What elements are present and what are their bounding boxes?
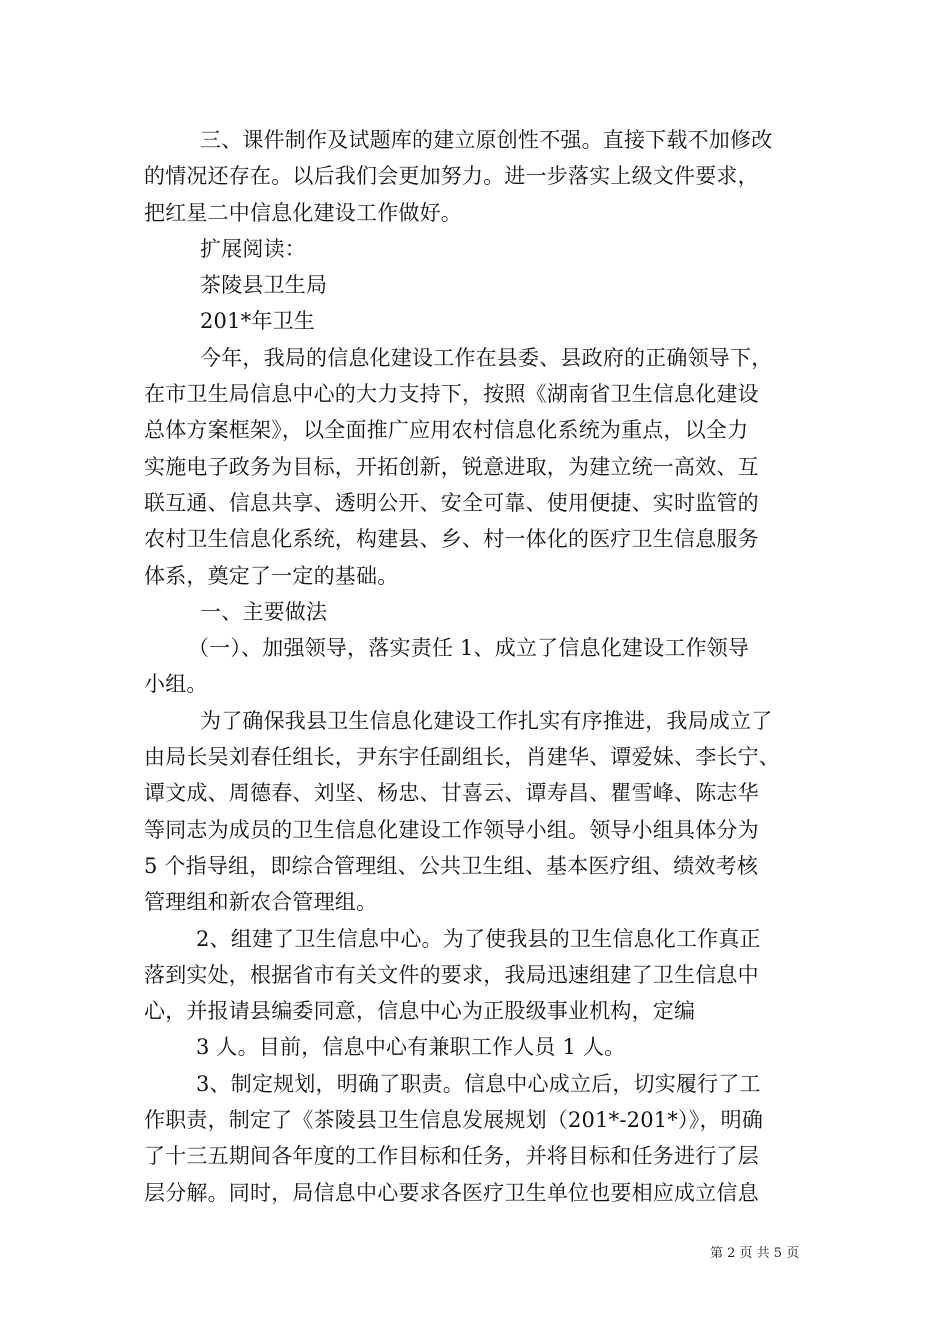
section-heading: 一、主要做法 <box>200 599 328 624</box>
text-line: 3、制定规划，明确了职责。信息中心成立后，切实履行了工 <box>196 1071 761 1096</box>
text-line: 5 个指导组，即综合管理组、公共卫生组、基本医疗组、绩效考核 <box>144 853 759 878</box>
text-line: 由局长吴刘春任组长，尹东宇任副组长，肖建华、谭爱妹、李长宁、 <box>144 745 780 770</box>
text-line: 今年，我局的信息化建设工作在县委、县政府的正确领导下， <box>200 345 773 370</box>
text-line: 谭文成、周德春、刘坚、杨忠、甘喜云、谭寿昌、瞿雪峰、陈志华 <box>144 781 759 806</box>
text-line: 为了确保我县卫生信息化建设工作扎实有序推进，我局成立了 <box>200 708 773 733</box>
text-line: 在市卫生局信息中心的大力支持下，按照《湖南省卫生信息化建设 <box>144 382 759 407</box>
text-line: 体系，奠定了一定的基础。 <box>144 563 399 588</box>
text-line: 层分解。同时，局信息中心要求各医疗卫生单位也要相应成立信息 <box>144 1180 759 1205</box>
text-line: 心，并报请县编委同意，信息中心为正股级事业机构，定编 <box>144 999 696 1024</box>
text-line: 小组。 <box>144 672 208 697</box>
text-line: 实施电子政务为目标，开拓创新，锐意进取，为建立统一高效、互 <box>144 454 759 479</box>
text-line: （一）、加强领导，落实责任 1、成立了信息化建设工作领导 <box>188 636 750 661</box>
text-line: 的情况还存在。以后我们会更加努力。进一步落实上级文件要求， <box>144 164 759 189</box>
text-line: 201*年卫生 <box>200 309 315 334</box>
text-line: 联互通、信息共享、透明公开、安全可靠、使用便捷、实时监管的 <box>144 490 759 515</box>
text-line: 扩展阅读： <box>200 236 306 261</box>
text-line: 把红星二中信息化建设工作做好。 <box>144 200 462 225</box>
text-line: 总体方案框架》，以全面推广应用农村信息化系统为重点，以全力 <box>144 418 749 443</box>
text-line: 落到实处，根据省市有关文件的要求，我局迅速组建了卫生信息中 <box>144 962 759 987</box>
text-line: 三、课件制作及试题库的建立原创性不强。直接下载不加修改 <box>200 128 773 152</box>
text-line: 茶陵县卫生局 <box>200 273 328 298</box>
text-line: 农村卫生信息化系统，构建县、乡、村一体化的医疗卫生信息服务 <box>144 527 759 552</box>
text-line: 了十三五期间各年度的工作目标和任务，并将目标和任务进行了层 <box>144 1144 759 1169</box>
page-number: 第 2 页 共 5 页 <box>710 1246 800 1261</box>
text-line: 3 人。目前，信息中心有兼职工作人员 1 人。 <box>196 1035 626 1060</box>
document-body <box>144 122 824 1211</box>
text-line: 管理组和新农合管理组。 <box>144 890 378 915</box>
text-line: 作职责，制定了《茶陵县卫生信息发展规划（201*-201*）》，明确 <box>144 1108 764 1133</box>
text-line: 2、组建了卫生信息中心。为了使我县的卫生信息化工作真正 <box>196 926 761 951</box>
text-line: 等同志为成员的卫生信息化建设工作领导小组。领导小组具体分为 <box>144 817 759 842</box>
